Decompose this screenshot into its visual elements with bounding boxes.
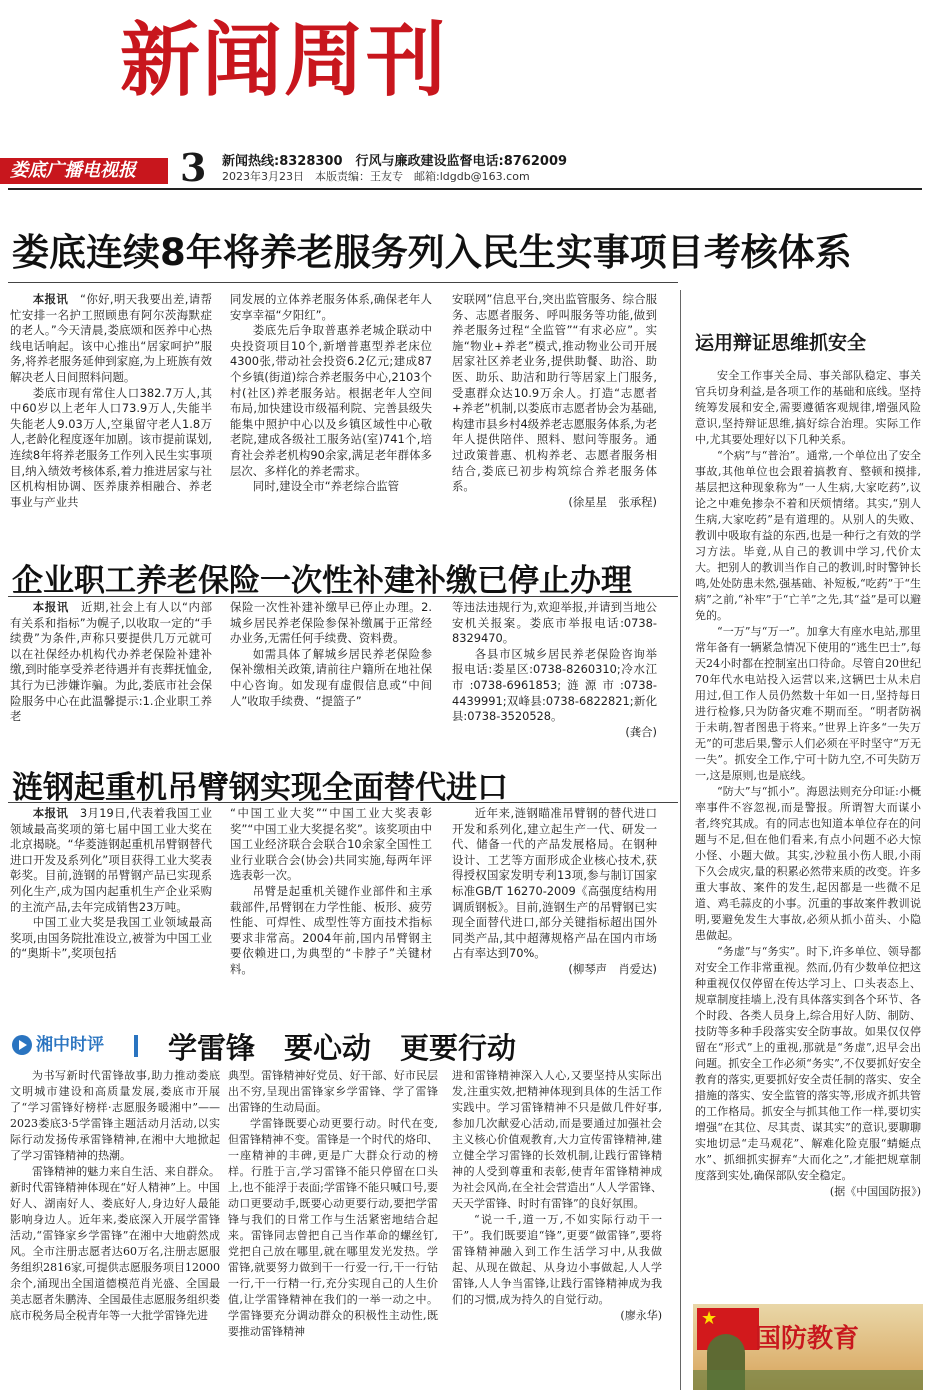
sidebar-divider — [680, 290, 681, 1390]
commentary-col2 — [228, 1068, 438, 1393]
article1-text-1: “你好,明天我要出差,请帮忙安排一名护工照顾患有阿尔茨海默症的老人。”今天清晨,娄底颂和医养中心热线电话响起。该中心推出“居家呵护”服务,将养老服务延伸到家庭,为上班族有效解决老人日间照料问题。 — [10, 292, 212, 384]
article2-signature: (龚合) — [625, 724, 657, 739]
commentary-text-6: “说一千,道一万,不如实际行动干一干”。我们既要追“锋”,更要“做雷锋”,要将雷锋精神融入到工作生活学习中,从我做起、从现在做起、从身边小事做起,人人学雷锋,人人争当雷锋,让践行雷锋精神成为我们的习惯,成为持久的自觉行动。 — [452, 1213, 662, 1306]
article3-headline: 涟钢起重机吊臂钢实现全面替代进口 — [12, 770, 508, 806]
sidebar-text-4: “防大”与“抓小”。海恩法则充分印证:小概率事件不容忽视,而是警报。所谓智大而谋小者,终究其成。有的同志也知道本单位存在的问题与不足,但在他们看来,有点小问题不必大惊小怪、小题大做。其实,沙粒虽小伤人眼,小雨下久会成灾,量的积累必然带来质的改变。许多重大事故、案件的发生,起因都是一些微不足道、鸡毛蒜皮的小事。沉重的事故案件教训说明,要避免发生大事故,必须从抓小苗头、小隐患做起。 — [695, 785, 921, 942]
article2-col2 — [230, 600, 432, 740]
article3-col1 — [10, 806, 212, 1018]
article2-text-1: 近期,社会上有人以“内部有关系和指标”为幌子,以收取一定的“手续费”为条件,声称只要提供几万元就可以在社保经办机构代办养老保险补建补缴,到时能享受养老待遇并有丧葬抚恤金,其行为已涉嫌诈骗。为此,娄底市社会保险服务中心在此温馨提示:1.企业职工养老 — [10, 600, 212, 724]
page-number: 3 — [180, 145, 207, 190]
play-icon — [12, 1035, 32, 1055]
article1-text-2: 娄底市现有常住人口382.7万人,其中60岁以上老年人口73.9万人,失能半失能老人9.03万人,空巢留守老人1.8万人,老龄化程度逐年加剧。该市提前谋划,连续8年将养老服务工作列入民生实事项目,纳入绩效考核体系,着力推进居家与社区机构相协调、医养康养相融合、养老事业与产业共 — [10, 385, 212, 509]
article2-text-2: 保险一次性补建补缴早已停止办理。2.城乡居民养老保险参保补缴属于正常经办业务,无需任何手续费、资料费。 — [230, 600, 432, 646]
issue-meta: 2023年3月23日 本版责编：王友专 邮箱:ldgdb@163.com — [222, 170, 530, 183]
article1-col2 — [230, 292, 432, 522]
article3-text-5: 近年来,涟钢瞄准吊臂钢的替代进口开发和系列化,建立起生产一代、研发一代、储备一代的产品发展格局。在钢种设计、工艺等方面形成企业核心技术,获得授权国家发明专利13项,参与制订国家标准GB/T 16270-2009《高强度结构用调质钢板》。目前,涟钢生产的吊臂钢已实现全面替代进口,部分关键指标超出国外同类产品,其中超薄规格产品在国内市场占有率达到70%。 — [452, 806, 657, 961]
article2-text-3: 如需具体了解城乡居民养老保险参保补缴相关政策,请前往户籍所在地社保中心咨询。如发现有虚假信息或“中间人”收取手续费、“提篮子” — [230, 646, 432, 708]
article1-text-5: 同时,建设全市“养老综合监管 — [252, 479, 400, 494]
sidebar-text-5: “务虚”与“务实”。时下,许多单位、领导都对安全工作非常重视。然而,仍有少数单位把这种重视仅仅停留在传达学习上、口头表态上、规章制度挂墙上,没有具体落实到各个环节、各个时段、各类人员身上,综合用好人防、制防、技防等多种手段落实安全防事故。如果仅仅停留在“形式”上的重视,那就是“务虚”,迟早会出问题。抓安全工作必须“务实”,不仅要抓好安全教育的落实,更要抓好安全责任制的落实、安全措施的落实、安全监管的落实等,形成齐抓共管的工作格局。抓安全与抓其他工作一样,要切实增强“在其位、尽其责、谋其实”的意识,要聊聊实地切忌“走马观花”、解难化险克服“蜻蜓点水”、抓细抓实摒弃“大而化之”,才能把规章制度落到实处,确保部队安全稳定。 — [695, 945, 921, 1182]
article1-col1 — [10, 292, 212, 522]
byline: 本报讯 — [32, 806, 69, 820]
commentary-tag-label: 湘中时评 — [36, 1035, 104, 1055]
article3-col3 — [452, 806, 657, 1018]
header-rule — [8, 188, 922, 190]
commentary-text-4: 学雷锋既要心动更要行动。时代在变,但雷锋精神不变。雷锋是一个时代的烙印、一座精神的丰碑,更是广大群众行动的榜样。行胜于言,学习雷锋不能只停留在口头上,也不能浮于表面;学雷锋不能只喊口号,要动口更要动手,既要心动更要行动,要把学雷锋与我们的日常工作与生活紧密地结合起来。雷锋同志曾把自己当作革命的螺丝钉,党把自己放在哪里,就在哪里发光发热。学雷锋,就要努力做到干一行爱一行,干一行钻一行,干一行精一行,充分实现自己的人生价值,让学雷锋精神在我们的一举一动之中。学雷锋要充分调动群众的积极性主动性,既要推动雷锋精神 — [228, 1117, 438, 1338]
article3-text-4: 吊臂是起重机关键作业部件和主承载部件,吊臂钢在力学性能、板形、疲劳性能、可焊性、成型性等方面技术指标要求非常高。2004年前,国内吊臂钢主要依赖进口,为典型的“卡脖子”关键材料。 — [230, 883, 432, 976]
article3-signature: (柳琴声 肖爱达) — [568, 961, 657, 976]
article3-text-2: 中国工业大奖是我国工业领域最高奖项,由国务院批准设立,被誉为中国工业的“奥斯卡”,奖项包括 — [10, 915, 212, 961]
national-defense-banner — [693, 1304, 923, 1390]
article3-text-1: 3月19日,代表着我国工业领域最高奖项的第七届中国工业大奖在北京揭晓。“华菱涟钢起重机吊臂钢替代进口开发及系列化”项目获得工业大奖表彰奖。目前,涟钢的吊臂钢产品已实现系列化生产,成为国内起重机生产企业采购的主流产品,去年完成销售23万吨。 — [10, 806, 212, 914]
masthead-title: 新闻周刊 — [120, 13, 448, 107]
sidebar-text-2: “个病”与“普治”。通常,一个单位出了安全事故,其他单位也会跟着搞教育、整顿和摸排,基层把这种现象称为“一人生病,大家吃药”,议论之中难免掺杂不着和厌烦情绪。其实,“别人生病,大家吃药”是有道理的。从别人的失败、教训中吸取有益的东西,也是一种行之有效的学习方法。毕竟,从自己的教训中学习,代价太大。把别人的教训当作自己的教训,时时警钟长鸣,处处防患未然,强基础、补短板,“吃药”于“生病”之前,“补牢”于“亡羊”之先,其“益”是可以避免的。 — [695, 449, 921, 622]
article1-signature: (徐星星 张承程) — [568, 494, 657, 509]
hotline: 新闻热线:8328300 行风与廉政建设监督电话:8762009 — [222, 154, 568, 169]
article1-headline: 娄底连续8年将养老服务列入民生实事项目考核体系 — [12, 231, 852, 274]
article1-text-4: 娄底先后争取普惠养老城企联动中央投资项目10个,新增普惠型养老床位4300张,带动社会投资6.2亿元;建成87个乡镇(街道)综合养老服务中心,2103个村(社区)养老服务站。根据老年人空间布局,加快建设市级福利院、完善县级失能集中照护中心以及乡镇区域性中心敬老院,建成各级社工服务站(室)741个,培育社会养老机构90余家,满足老年群体多层次、多样化的养老需求。 — [230, 323, 432, 478]
star-icon: ★ — [701, 1308, 718, 1329]
byline: 本报讯 — [32, 292, 69, 306]
commentary-headline: 学雷锋 要心动 更要行动 — [168, 1031, 517, 1065]
article2-col3 — [452, 600, 657, 740]
commentary-text-2: 雷锋精神的魅力来自生活、来自群众。新时代雷锋精神体现在“好人精神”上。中国好人、湖南好人、娄底好人,身边好人最能影响身边人。近年来,娄底深入开展学雷锋活动,“雷锋家乡学雷锋”在湘中大地蔚然成风。全市注册志愿者达60万名,注册志愿服务组织2816家,可提供志愿服务项目12000余个,涌现出全国道德模范肖光盛、全国最美志愿者朱鹏涛、全国最佳志愿服务组织娄底市税务局全税青年等一大批学雷锋先进 — [10, 1165, 220, 1322]
sidebar-title: 运用辩证思维抓安全 — [695, 332, 867, 354]
commentary-text-3: 典型。雷锋精神好党员、好干部、好市民层出不穷,呈现出雷锋家乡学雷锋、学了雷锋出雷锋的生动局面。 — [228, 1069, 438, 1114]
article2-col1 — [10, 600, 212, 740]
sidebar-body — [695, 368, 921, 1298]
sidebar-text-3: “一万”与“万一”。加拿大有座水电站,那里常年备有一辆紧急情况下使用的“逃生巴士”,每天24小时都在控制室出口待命。尽管自20世纪70年代水电站投入运营以来,这辆巴士从未启用过,但工作人员仍然数十年如一日,坚持每日进行检修,只为防备灾难不期而至。“明者防祸于未萌,智者图患于将来。”世界上许多“一失万无”的可悲后果,警示人们必须在平时坚守“万无一失”。抓安全工作,宁可十防九空,不可失防万一,这是原则,也是底线。 — [695, 625, 921, 782]
article3-rule — [8, 802, 678, 803]
banner-title: 国防教育 — [755, 1324, 860, 1354]
article2-rule — [8, 596, 678, 597]
article1-text-6: 安联网”信息平台,突出监管服务、综合服务、志愿者服务、呼叫服务等功能,做到养老服务过程“全监管”“有求必应”。实施“物业+养老”模式,推动物业公司开展居家社区养老业务,提供助餐、助浴、助医、助乐、助洁和助行等居家上门服务,受惠群众达10.9万余人。打造“志愿者+养老”机制,以娄底市志愿者协会为基础,构建市县乡村4级养老志愿服务体系,为老年人提供陪伴、照料、慰问等服务。通过政策普惠、机构养老、志愿者服务相结合,娄底已初步构筑综合养老服务体系。 — [452, 292, 657, 494]
banner-landscape — [693, 1370, 923, 1390]
article2-text-5: 各县市区城乡居民养老保险咨询举报电话:娄星区:0738-8260310;冷水江市:0738-6961853;涟源市:0738-4439991;双峰县:0738-6822821;新化县:0738-3520528。 — [452, 646, 657, 724]
commentary-signature: (廖永华) — [620, 1309, 662, 1322]
article3-col2 — [230, 806, 432, 1018]
article1-col3 — [452, 292, 657, 522]
article2-text-4: 等违法违规行为,欢迎举报,并请到当地公安机关报案。娄底市举报电话:0738-8329470。 — [452, 600, 657, 646]
commentary-text-1: 为书写新时代雷锋故事,助力推动娄底文明城市建设和高质量发展,娄底市开展了“学习雷锋好榜样·志愿服务暖湘中”——2023娄底3·5学雷锋主题活动月活动,以实际行动发扬传承雷锋精神,在湘中大地掀起了学习雷锋精神的热潮。 — [10, 1069, 220, 1162]
commentary-col1 — [10, 1068, 220, 1393]
article2-headline: 企业职工养老保险一次性补建补缴已停止办理 — [12, 563, 632, 599]
tag-divider — [134, 1035, 138, 1057]
byline: 本报讯 — [32, 600, 70, 614]
sidebar-text-1: 安全工作事关全局、事关部队稳定、事关官兵切身利益,是各项工作的基础和底线。坚持统筹发展和安全,需要遵循客观规律,增强风险意识,坚持辩证思维,搞好综合治理。实际工作中,尤其要处理好以下几种关系。 — [695, 369, 921, 446]
article1-text-3: 同发展的立体养老服务体系,确保老年人安享幸福“夕阳红”。 — [230, 292, 432, 322]
article1-rule — [8, 282, 678, 283]
article3-text-3: “中国工业大奖”“中国工业大奖表彰奖”“中国工业大奖提名奖”。该奖项由中国工业经济联合会联合10余家全国性工业行业联合会(协会)共同实施,每两年评选表彰一次。 — [230, 806, 432, 883]
commentary-tag — [12, 1032, 132, 1058]
commentary-col3 — [452, 1068, 662, 1393]
commentary-text-5: 进和雷锋精神深入人心,又要坚持从实际出发,注重实效,把精神体现到具体的生活工作实践中。学习雷锋精神不只是做几件好事,参加几次献爱心活动,而是要通过加强社会主义核心价值观教育,大力宣传雷锋精神,建立健全学习雷锋的长效机制,让践行雷锋精神的人受到尊重和表彰,使青年雷锋精神成为社会风尚,在全社会营造出“人人学雷锋、天天学雷锋、时时有雷锋”的良好氛围。 — [452, 1069, 662, 1210]
sidebar-source: (据《中国国防报》) — [829, 1185, 921, 1198]
paper-name: 娄底广播电视报 — [10, 160, 136, 181]
